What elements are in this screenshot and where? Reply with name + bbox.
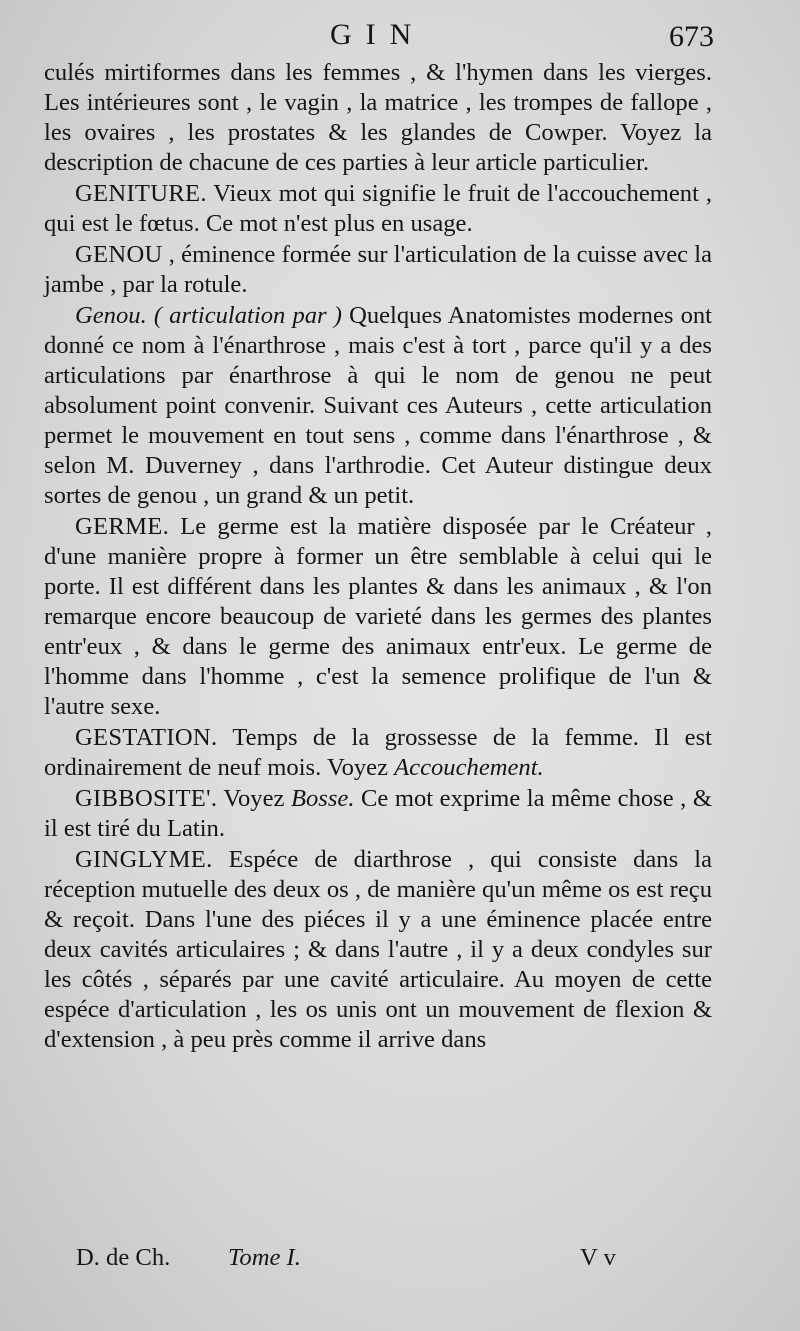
entry-geniture (44, 179, 712, 239)
entry-term: GENOU (75, 241, 163, 268)
entry-body: Le germe est la matière disposée par le Créateur , d'une manière propre à former un être semblable à celui qui le porte. Il est différent dans les plantes & dans les animaux , & l'on remarque encore beaucoup de varieté dans les germes des plantes entr'eux , & dans le germe des animaux entr'eux. Le germe de l'homme dans l'homme , c'est la semence prolifique de l'un & l'autre sexe. (44, 513, 712, 720)
running-head (0, 14, 800, 54)
entry-term: GERME. (75, 513, 170, 540)
dictionary-text (44, 58, 712, 1056)
entry-term: GENITURE. (75, 180, 207, 207)
entry-body: Espéce de diarthrose , qui consiste dans la réception mutuelle des deux os , de manière qu'un même os est reçu & reçoit. Dans l'une des piéces il y a une éminence placée entre deux cavités articulaires ; & dans l'autre , il y a deux condyles sur les côtés , séparés par une cavité articulaire. Au moyen de cette espéce d'articulation , les os unis ont un mouvement de flexion & d'extension , à peu près comme il arrive dans (44, 846, 712, 1053)
entry-gestation (44, 723, 712, 783)
entry-term: Genou. ( articulation par ) (75, 302, 342, 329)
entry-genou-articulation (44, 301, 712, 511)
signature-mark: V v (580, 1244, 616, 1271)
entry-body: , éminence formée sur l'articulation de la cuisse avec la jambe , par la rotule. (44, 241, 712, 298)
entry-body: Vieux mot qui signifie le fruit de l'accouchement , qui est le fœtus. Ce mot n'est plus en usage. (44, 180, 712, 237)
entry-term: GESTATION. (75, 724, 218, 751)
entry-body: culés mirtiformes dans les femmes , & l'hymen dans les vierges. Les intérieures sont , le vagin , la matrice , les trompes de fallope , les ovaires , les prostates & les glandes de Cowper. Voyez la description de chacune de ces parties à leur article particulier. (44, 59, 712, 176)
entry-body-tail: Ce mot exprime la même chose , & il est tiré du Latin. (44, 785, 712, 842)
entry-germe (44, 512, 712, 722)
cross-reference: Bosse. (290, 785, 355, 812)
entry-term: GINGLYME. (75, 846, 213, 873)
running-head-title: GIN (330, 18, 426, 51)
entry-body: Voyez (217, 785, 291, 812)
entry-genou (44, 240, 712, 300)
page-footer (0, 1240, 800, 1280)
cross-reference: Accouchement. (394, 754, 544, 781)
entry-body: Temps de la grossesse de la femme. Il est ordinairement de neuf mois. Voyez (44, 724, 712, 781)
entry-ginglyme (44, 845, 712, 1055)
entry-term: GIBBOSITE'. (75, 785, 218, 812)
entry-gibbosite (44, 784, 712, 844)
page-number: 673 (669, 20, 714, 53)
entry-continuation (44, 58, 712, 178)
footer-tome: Tome I. (228, 1244, 301, 1271)
entry-body: Quelques Anatomistes modernes ont donné ce nom à l'énarthrose , mais c'est à tort , parce qu'il y a des articulations par énarthrose à qui le nom de genou ne peut absolument point convenir. Suivant ces Auteurs , cette articulation permet le mouvement en tout sens , comme dans l'énarthrose , & selon M. Duverney , dans l'arthrodie. Cet Auteur distingue deux sortes de genou , un grand & un petit. (44, 302, 712, 509)
footer-source: D. de Ch. (76, 1244, 171, 1271)
